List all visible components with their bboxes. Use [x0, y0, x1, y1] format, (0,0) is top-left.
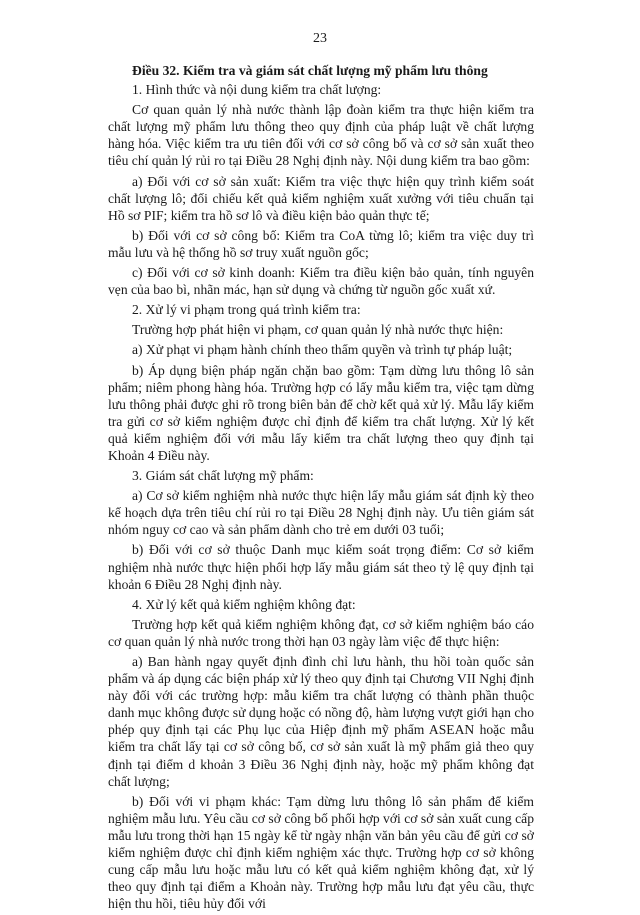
- article-title: Điều 32. Kiểm tra và giám sát chất lượng mỹ phẩm lưu thông: [132, 63, 488, 78]
- paragraph: b) Áp dụng biện pháp ngăn chặn bao gồm: Tạm dừng lưu thông lô sản phẩm; niêm phong hàng hóa. Trường hợp có lấy mẫu kiểm tra, việc tạm dừng lưu thông phải được ghi rõ trong biên bản để chờ kết quả xử lý. Mẫu lấy kiểm tra gửi cơ sở kiểm nghiệm được chỉ định để kiểm tra chất lượng. Xử lý kết quả kiểm nghiệm đối với mẫu lấy kiểm tra chất lượng theo quy định tại Khoản 4 Điều này.: [108, 362, 534, 463]
- paragraph: 3. Giám sát chất lượng mỹ phẩm:: [132, 468, 314, 484]
- paragraph: a) Xử phạt vi phạm hành chính theo thẩm quyền và trình tự pháp luật;: [132, 342, 513, 358]
- page-number: 23: [313, 31, 327, 46]
- paragraph: c) Đối với cơ sở kinh doanh: Kiểm tra điều kiện bảo quản, tính nguyên vẹn của bao bì, nhãn mác, hạn sử dụng và chứng từ nguồn gốc xuất xứ.: [108, 265, 534, 298]
- paragraph: a) Cơ sở kiểm nghiệm nhà nước thực hiện lấy mẫu giám sát định kỳ theo kế hoạch dựa trên tiêu chí rủi ro tại Điều 28 Nghị định này. Ưu tiên giám sát nhóm nguy cơ cao và sản phẩm dành cho trẻ em dưới 03 tuổi;: [108, 488, 534, 538]
- article-body: [108, 62, 534, 915]
- paragraph: Trường hợp kết quả kiểm nghiệm không đạt, cơ sở kiểm nghiệm báo cáo cơ quan quản lý nhà nước trong thời hạn 03 ngày làm việc để thực hiện:: [108, 616, 534, 649]
- paragraph: 1. Hình thức và nội dung kiểm tra chất lượng:: [132, 82, 382, 98]
- paragraph: b) Đối với cơ sở công bố: Kiểm tra CoA từng lô; kiểm tra việc duy trì mẫu lưu và hệ thống hồ sơ truy xuất nguồn gốc;: [108, 227, 534, 260]
- paragraph: a) Đối với cơ sở sản xuất: Kiểm tra việc thực hiện quy trình kiểm soát chất lượng lô; đối chiếu kết quả kiểm nghiệm xuất xưởng với tiêu chuẩn tại Hồ sơ PIF; kiểm tra hồ sơ lô và điều kiện bảo quản thực tế;: [108, 173, 534, 223]
- paragraph: 2. Xử lý vi phạm trong quá trình kiểm tra:: [132, 302, 361, 318]
- paragraph: Cơ quan quản lý nhà nước thành lập đoàn kiểm tra thực hiện kiểm tra chất lượng mỹ phẩm lưu thông theo quy định của pháp luật về chất lượng hàng hóa. Việc kiểm tra ưu tiên đối với cơ sở công bố và cơ sở sản xuất theo tiêu chí quản lý rủi ro tại Điều 28 Nghị định này. Nội dung kiểm tra bao gồm:: [108, 102, 534, 169]
- paragraph: a) Ban hành ngay quyết định đình chỉ lưu hành, thu hồi toàn quốc sản phẩm và áp dụng các biện pháp xử lý theo quy định tại Chương VII Nghị định này đối với các trường hợp: mẫu kiểm tra chất lượng có thành phần thuộc danh mục không được sử dụng hoặc có nồng độ, hàm lượng vượt giới hạn cho phép quy định tại các Phụ lục của Hiệp định mỹ phẩm ASEAN hoặc mẫu kiểm tra chất lấy tại cơ sở công bố, cơ sở sản xuất là mỹ phẩm giả theo quy định tại điểm d khoản 3 Điều 36 Nghị định này, hoặc mỹ phẩm không đạt chất lượng;: [108, 654, 534, 789]
- paragraph: b) Đối với cơ sở thuộc Danh mục kiểm soát trọng điểm: Cơ sở kiểm nghiệm nhà nước thực hiện phối hợp lấy mẫu giám sát theo tỷ lệ quy định tại khoản 6 Điều 28 Nghị định này.: [108, 542, 534, 592]
- paragraph: 4. Xử lý kết quả kiểm nghiệm không đạt:: [132, 596, 356, 612]
- paragraph: b) Đối với vi phạm khác: Tạm dừng lưu thông lô sản phẩm để kiểm nghiệm mẫu lưu. Yêu cầu cơ sở công bố phối hợp với cơ sở sản xuất cung cấp mẫu lưu trong thời hạn 15 ngày kể từ ngày nhận văn bản yêu cầu để gửi cơ sở kiểm nghiệm được chỉ định kiểm nghiệm xác thực. Trường hợp cơ sở không cung cấp mẫu lưu hoặc mẫu lưu có kết quả kiểm nghiệm không đạt, xử lý theo quy định tại điểm a Khoản này. Trường hợp mẫu lưu đạt yêu cầu, thực hiện thu hồi, tiêu hủy đối với: [108, 793, 534, 912]
- paragraph: Trường hợp phát hiện vi phạm, cơ quan quản lý nhà nước thực hiện:: [132, 322, 504, 338]
